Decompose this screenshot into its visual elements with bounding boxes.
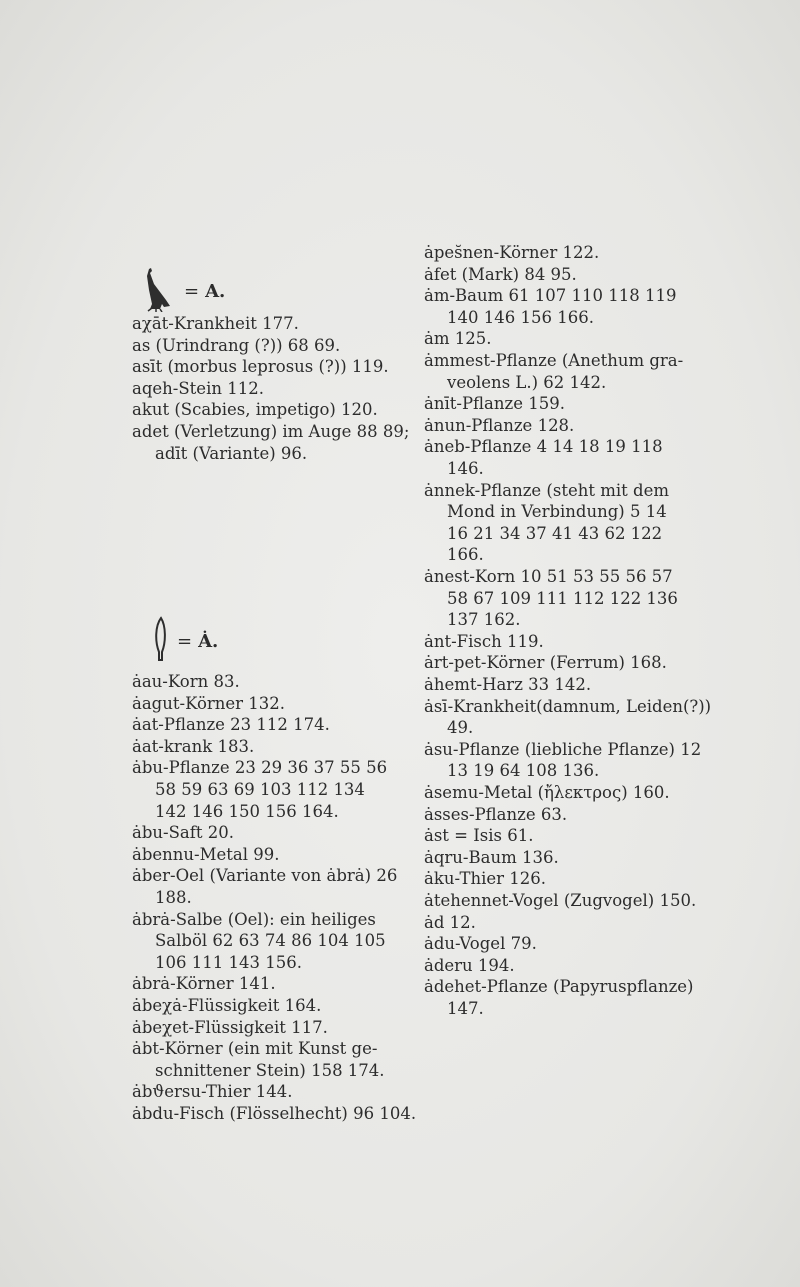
index-entry (132, 822, 234, 844)
entry-text: ȧbeχȧ-Flüssigkeit 164. (132, 996, 322, 1015)
entry-text: ȧagut-Körner 132. (132, 693, 286, 713)
index-entry (132, 356, 389, 378)
entry-text: ȧat-krank 183. (132, 736, 255, 756)
entry-continuation: veolens L.) 62 142. (447, 372, 607, 392)
index-entry (424, 847, 559, 869)
index-entry (424, 674, 591, 696)
entry-continuation: 58 59 63 69 103 112 134 (155, 779, 365, 799)
index-entry (132, 693, 285, 715)
vulture-hieroglyph-icon (140, 266, 176, 317)
equals-sign: = (184, 281, 200, 302)
entry-text: ȧsemu-Metal (ἤλεκτρος) 160. (424, 783, 670, 802)
index-entry (132, 714, 330, 736)
index-entry (132, 1081, 292, 1103)
entry-continuation: 166. (447, 545, 484, 565)
entry-continuation: adīt (Variante) 96. (155, 443, 308, 463)
entry-text: ȧbt-Körner (ein mit Kunst ge- (132, 1039, 378, 1059)
index-entry (132, 378, 264, 400)
entry-text: ȧnest-Korn 10 51 53 55 56 57 (424, 567, 673, 586)
entry-text: ȧber-Oel (Variante von ȧbrȧ) 26 (132, 866, 398, 886)
index-entry (424, 955, 515, 977)
entry-continuation: 147. (447, 998, 484, 1018)
entry-text: akut (Scabies, impetigo) 120. (132, 400, 378, 420)
entry-text: aqeh-Stein 112. (132, 378, 264, 398)
entry-text: ȧfet (Mark) 84 95. (424, 264, 577, 284)
reed-leaf-hieroglyph-icon (153, 616, 169, 667)
index-entry (132, 865, 397, 908)
entry-continuation: 13 19 64 108 136. (447, 761, 600, 781)
entry-text: ȧbrȧ-Körner 141. (132, 974, 276, 994)
entry-continuation: 146. (447, 458, 484, 478)
entry-text: ȧm 125. (424, 329, 492, 349)
entry-continuation: 106 111 143 156. (155, 952, 302, 972)
entry-continuation: 16 21 34 37 41 43 62 122 (447, 523, 663, 543)
entry-continuation: 58 67 109 111 112 122 136 (447, 588, 678, 608)
index-entry (424, 480, 669, 566)
entry-text: ȧnun-Pflanze 128. (424, 415, 575, 435)
entry-text: ȧqru-Baum 136. (424, 847, 559, 867)
entry-text: ȧneb-Pflanze 4 14 18 19 118 (424, 437, 663, 457)
index-entry (424, 631, 544, 653)
entry-text: ȧrt-pet-Körner (Ferrum) 168. (424, 653, 667, 673)
index-entry (424, 350, 683, 393)
entry-text: ȧbdu-Fisch (Flösselhecht) 96 104. (132, 1104, 417, 1123)
index-entry (424, 890, 696, 912)
entry-text: ȧsses-Pflanze 63. (424, 804, 568, 824)
entry-text: ȧnnek-Pflanze (steht mit dem (424, 480, 669, 500)
entry-continuation: 142 146 150 156 164. (155, 801, 339, 821)
section-header-aa (153, 616, 218, 667)
index-entry (132, 1103, 416, 1125)
index-entry (424, 804, 567, 826)
index-entry (424, 242, 599, 264)
entry-text: ȧsī-Krankheit(damnum, Leiden(?)) (424, 696, 712, 716)
index-entry (424, 328, 491, 350)
index-entry (424, 696, 711, 739)
index-entry (424, 285, 677, 328)
entry-text: ȧbu-Saft 20. (132, 823, 234, 843)
index-entry (132, 671, 240, 693)
entry-continuation: schnittener Stein) 158 174. (155, 1060, 385, 1080)
index-entry (424, 868, 546, 890)
entry-text: ȧdu-Vogel 79. (424, 934, 537, 954)
entry-text: ȧpes̆nen-Körner 122. (424, 243, 600, 262)
entry-continuation: 188. (155, 887, 192, 907)
entry-text: ȧbu-Pflanze 23 29 36 37 55 56 (132, 758, 388, 778)
index-entry (424, 393, 565, 415)
section-header-a (140, 266, 225, 317)
index-entry (424, 933, 537, 955)
entry-text: ȧd 12. (424, 912, 476, 932)
entry-text: ȧau-Korn 83. (132, 672, 240, 691)
index-entry (132, 973, 276, 995)
entry-text: ȧst = Isis 61. (424, 826, 534, 846)
entry-text: adet (Verletzung) im Auge 88 89; (132, 422, 410, 441)
entry-text: ȧdehet-Pflanze (Papyruspflanze) (424, 977, 694, 997)
index-entry (424, 782, 670, 804)
entry-text: ȧat-Pflanze 23 112 174. (132, 715, 330, 735)
index-entry (424, 436, 663, 479)
entry-continuation: 49. (447, 718, 474, 738)
entry-continuation: Mond in Verbindung) 5 14 (447, 502, 667, 522)
entry-text: ȧbennu-Metal 99. (132, 844, 280, 864)
index-entry (132, 995, 321, 1017)
index-entry (132, 909, 386, 974)
index-entry (132, 335, 340, 357)
entry-text: ȧnīt-Pflanze 159. (424, 394, 565, 414)
entry-text: ȧbeχet-Flüssigkeit 117. (132, 1017, 328, 1037)
entry-text: as (Urindrang (?)) 68 69. (132, 335, 341, 355)
entry-text: ȧtehennet-Vogel (Zugvogel) 150. (424, 891, 697, 910)
index-entry (132, 736, 254, 758)
index-entry (424, 566, 678, 631)
index-entry (424, 825, 533, 847)
index-entry (132, 757, 387, 822)
entry-text: ȧbrȧ-Salbe (Oel): ein heiliges (132, 909, 376, 929)
entry-continuation: 140 146 156 166. (447, 307, 594, 327)
index-entry (424, 739, 701, 782)
entry-text: ȧnt-Fisch 119. (424, 631, 544, 651)
entry-text: ȧderu 194. (424, 955, 515, 975)
index-entry (424, 652, 667, 674)
index-entry (132, 1038, 385, 1081)
entry-text: ȧbϑersu-Thier 144. (132, 1082, 293, 1102)
index-entry (424, 264, 577, 286)
entry-text: asīt (morbus leprosus (?)) 119. (132, 357, 389, 377)
entry-text: ȧhemt-Harz 33 142. (424, 675, 592, 694)
entry-continuation: Salböl 62 63 74 86 104 105 (155, 931, 386, 951)
index-entry (424, 415, 574, 437)
entry-continuation: 137 162. (447, 610, 521, 630)
section-letter: A. (205, 281, 226, 302)
entry-text: ȧsu-Pflanze (liebliche Pflanze) 12 (424, 739, 702, 759)
section-letter: Ȧ. (198, 631, 219, 652)
index-entry (132, 844, 280, 866)
index-entry (132, 313, 299, 335)
entry-text: ȧm-Baum 61 107 110 118 119 (424, 286, 677, 306)
entry-text: ȧmmest-Pflanze (Anethum gra- (424, 351, 684, 370)
index-entry (424, 976, 693, 1019)
entry-text: ȧku-Thier 126. (424, 869, 546, 889)
index-entry (132, 399, 378, 421)
index-entry (132, 1017, 328, 1039)
index-entry (132, 421, 409, 464)
entry-text: aχāt-Krankheit 177. (132, 314, 299, 333)
index-entry (424, 912, 476, 934)
equals-sign: = (177, 631, 193, 652)
